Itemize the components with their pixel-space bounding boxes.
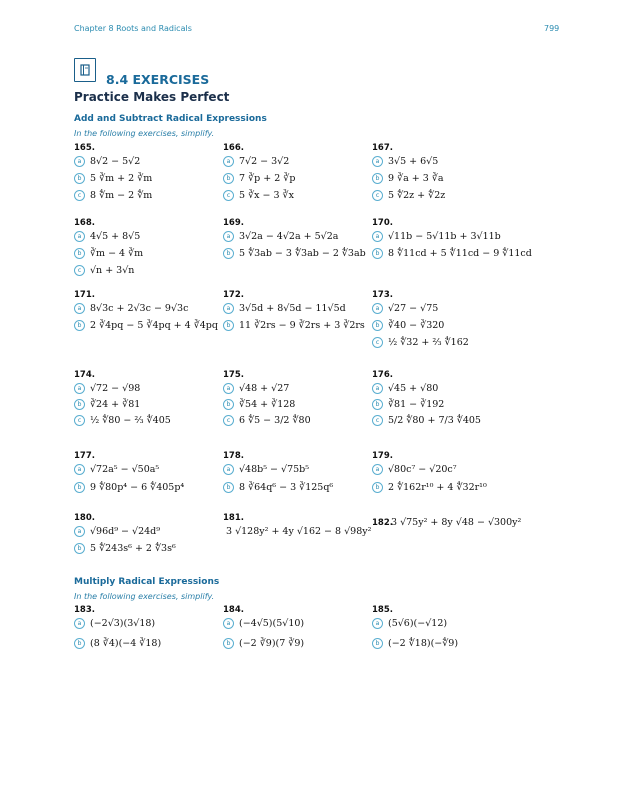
part-letter-badge: a bbox=[74, 303, 85, 314]
part-letter-badge: b bbox=[223, 399, 234, 410]
problem-number: 180. bbox=[74, 513, 95, 523]
problem-expression: ½ ∜80 − ⅔ ∜405 bbox=[90, 414, 171, 426]
problem-number: 184. bbox=[223, 605, 244, 615]
problem-part bbox=[372, 228, 501, 244]
problem-expression: ∛81 − ∛192 bbox=[388, 398, 445, 410]
part-letter-badge: a bbox=[223, 618, 234, 629]
category-title: Add and Subtract Radical Expressions bbox=[74, 114, 267, 124]
part-letter-badge: c bbox=[74, 265, 85, 276]
part-letter-badge: a bbox=[223, 156, 234, 167]
part-letter-badge: b bbox=[223, 173, 234, 184]
section-title: 8.4 EXERCISES bbox=[106, 72, 210, 87]
part-letter-badge: c bbox=[372, 190, 383, 201]
part-letter-badge: c bbox=[372, 415, 383, 426]
problem-expression: √48b⁵ − √75b⁵ bbox=[239, 463, 310, 475]
problem-part bbox=[223, 396, 295, 412]
problem-part bbox=[223, 245, 366, 261]
problem-expression: 6 ∜5 − 3/2 ∜80 bbox=[239, 414, 311, 426]
part-letter-badge: a bbox=[372, 383, 383, 394]
category-instructions: In the following exercises, simplify. bbox=[74, 592, 215, 601]
problem-number: 177. bbox=[74, 451, 95, 461]
part-letter-badge: c bbox=[223, 190, 234, 201]
problem-part bbox=[74, 540, 176, 556]
problem-expression: 3 √75y² + 8y √48 − √300y² bbox=[391, 517, 522, 528]
problem-expression: 7√2 − 3√2 bbox=[239, 155, 290, 167]
problem-expression: √11b − 5√11b + 3√11b bbox=[388, 230, 501, 242]
part-letter-badge: c bbox=[372, 337, 383, 348]
part-letter-badge: b bbox=[223, 482, 234, 493]
problem-number: 175. bbox=[223, 370, 244, 380]
problem-part bbox=[372, 170, 444, 186]
problem-expression: (5√6)(−√12) bbox=[388, 617, 448, 629]
problem-part bbox=[223, 187, 294, 203]
category-title: Multiply Radical Expressions bbox=[74, 577, 220, 587]
problem-part bbox=[74, 523, 160, 539]
problem-number: 181. bbox=[223, 513, 244, 523]
problem-expression: (−2√3)(3√18) bbox=[90, 617, 156, 629]
part-letter-badge: a bbox=[74, 231, 85, 242]
problem-number: 166. bbox=[223, 143, 244, 153]
problem-part bbox=[74, 317, 218, 333]
problem-expression: (−2 ∛9)(7 ∛9) bbox=[239, 637, 305, 649]
problem-expression: 5 ∜2z + ∜2z bbox=[388, 189, 446, 201]
problem-expression: 9 ∛a + 3 ∛a bbox=[388, 172, 444, 184]
problem-expression: ½ ∜32 + ⅔ ∜162 bbox=[388, 336, 469, 348]
problem-number: 174. bbox=[74, 370, 95, 380]
part-letter-badge: a bbox=[74, 156, 85, 167]
problem-expression: √45 + √80 bbox=[388, 382, 439, 394]
problem-part bbox=[74, 412, 171, 428]
problem-number: 172. bbox=[223, 290, 244, 300]
problem-part bbox=[372, 635, 458, 651]
part-letter-badge: b bbox=[372, 248, 383, 259]
part-letter-badge: a bbox=[372, 618, 383, 629]
problem-part bbox=[372, 412, 481, 428]
problem-expression: √96d⁹ − √24d⁹ bbox=[90, 525, 161, 537]
category-instructions: In the following exercises, simplify. bbox=[74, 129, 215, 138]
problem-part bbox=[74, 170, 152, 186]
problem-number: 182. bbox=[372, 518, 393, 528]
part-letter-badge: b bbox=[74, 248, 85, 259]
problem-part bbox=[223, 412, 311, 428]
part-letter-badge: a bbox=[74, 383, 85, 394]
problem-expression: 4√5 + 8√5 bbox=[90, 230, 141, 242]
problem-expression: 2 ∛4pq − 5 ∛4pq + 4 ∛4pq bbox=[90, 319, 218, 331]
problem-part bbox=[223, 461, 309, 477]
problem-part bbox=[74, 300, 188, 316]
problem-expression: 5 ∛x − 3 ∛x bbox=[239, 189, 294, 201]
problem-part bbox=[372, 396, 444, 412]
part-letter-badge: a bbox=[372, 464, 383, 475]
problem-part bbox=[74, 228, 140, 244]
part-letter-badge: b bbox=[74, 638, 85, 649]
problem-expression: ∛54 + ∛128 bbox=[239, 398, 296, 410]
problem-expression: 3√5d + 8√5d − 11√5d bbox=[239, 302, 346, 314]
problem-expression: (−2 ∜18)(−∜9) bbox=[388, 637, 459, 649]
part-letter-badge: a bbox=[74, 618, 85, 629]
part-letter-badge: b bbox=[223, 248, 234, 259]
problem-expression: 3 √128y² + 4y √162 − 8 √98y² bbox=[226, 526, 372, 537]
problem-expression: (8 ∛4)(−4 ∛18) bbox=[90, 637, 162, 649]
part-letter-badge: a bbox=[223, 303, 234, 314]
problem-part bbox=[372, 479, 487, 495]
problem-expression: √80c⁷ − √20c⁷ bbox=[388, 463, 457, 475]
part-letter-badge: b bbox=[372, 173, 383, 184]
problem-part bbox=[372, 187, 445, 203]
part-letter-badge: a bbox=[74, 464, 85, 475]
problem-number: 176. bbox=[372, 370, 393, 380]
part-letter-badge: b bbox=[223, 320, 234, 331]
part-letter-badge: a bbox=[372, 156, 383, 167]
problem-expression: √27 − √75 bbox=[388, 302, 439, 314]
problem-part bbox=[74, 461, 159, 477]
problem-part bbox=[223, 153, 289, 169]
chapter-header: Chapter 8 Roots and Radicals bbox=[74, 24, 192, 33]
part-letter-badge: b bbox=[74, 320, 85, 331]
part-letter-badge: a bbox=[372, 303, 383, 314]
part-letter-badge: b bbox=[372, 399, 383, 410]
problem-number: 178. bbox=[223, 451, 244, 461]
problem-number: 179. bbox=[372, 451, 393, 461]
problem-number: 170. bbox=[372, 218, 393, 228]
problem-part bbox=[372, 380, 438, 396]
problem-expression: 8√2 − 5√2 bbox=[90, 155, 141, 167]
problem-expression: 8 ∜m − 2 ∜m bbox=[90, 189, 153, 201]
problem-expression: √48 + √27 bbox=[239, 382, 290, 394]
problem-part bbox=[74, 245, 143, 261]
part-letter-badge: a bbox=[223, 383, 234, 394]
problem-number: 167. bbox=[372, 143, 393, 153]
problem-number: 185. bbox=[372, 605, 393, 615]
problem-expression: 5/2 ∜80 + 7/3 ∜405 bbox=[388, 414, 481, 426]
part-letter-badge: b bbox=[372, 482, 383, 493]
problem-part bbox=[372, 245, 532, 261]
problem-part bbox=[372, 334, 469, 350]
problem-expression: ∛24 + ∛81 bbox=[90, 398, 141, 410]
problem-part bbox=[74, 615, 155, 631]
problem-number: 165. bbox=[74, 143, 95, 153]
part-letter-badge: a bbox=[74, 526, 85, 537]
problem-expression: 5 ∜3ab − 3 ∜3ab − 2 ∜3ab bbox=[239, 247, 366, 259]
part-letter-badge: b bbox=[372, 638, 383, 649]
section-subtitle: Practice Makes Perfect bbox=[74, 90, 230, 104]
problem-part bbox=[223, 170, 295, 186]
problem-number: 169. bbox=[223, 218, 244, 228]
problem-part bbox=[74, 153, 140, 169]
part-letter-badge: a bbox=[223, 231, 234, 242]
problem-part bbox=[223, 228, 338, 244]
problem-part bbox=[223, 300, 346, 316]
problem-expression: 7 ∛p + 2 ∛p bbox=[239, 172, 296, 184]
exercise-icon-box bbox=[74, 58, 96, 82]
problem-part bbox=[74, 635, 161, 651]
part-letter-badge: a bbox=[372, 231, 383, 242]
problem-expression: 8 ∛64q⁶ − 3 ∛125q⁶ bbox=[239, 481, 334, 493]
part-letter-badge: b bbox=[372, 320, 383, 331]
problem-expression: √72 − √98 bbox=[90, 382, 141, 394]
part-letter-badge: a bbox=[223, 464, 234, 475]
problem-part bbox=[223, 635, 304, 651]
part-letter-badge: b bbox=[74, 543, 85, 554]
part-letter-badge: c bbox=[74, 190, 85, 201]
problem-number: 173. bbox=[372, 290, 393, 300]
problem-expression: 11 ∛2rs − 9 ∛2rs + 3 ∛2rs bbox=[239, 319, 365, 331]
problem-part bbox=[223, 380, 289, 396]
part-letter-badge: c bbox=[223, 415, 234, 426]
problem-part bbox=[223, 615, 304, 631]
problem-number: 171. bbox=[74, 290, 95, 300]
problem-expression: 5 ∛m + 2 ∛m bbox=[90, 172, 153, 184]
problem-expression: 8 ∜11cd + 5 ∜11cd − 9 ∜11cd bbox=[388, 247, 532, 259]
notebook-icon bbox=[80, 64, 90, 76]
page-number: 799 bbox=[544, 24, 560, 33]
problem-expression: ∛m − 4 ∛m bbox=[90, 247, 144, 259]
problem-part bbox=[74, 380, 140, 396]
problem-expression: √72a⁵ − √50a⁵ bbox=[90, 463, 160, 475]
problem-part bbox=[74, 187, 152, 203]
problem-expression: 3√5 + 6√5 bbox=[388, 155, 439, 167]
problem-part bbox=[372, 317, 444, 333]
problem-expression: 9 ∜80p⁴ − 6 ∜405p⁴ bbox=[90, 481, 185, 493]
problem-part bbox=[74, 262, 134, 278]
part-letter-badge: b bbox=[223, 638, 234, 649]
problem-expression: 2 ∜162r¹⁰ + 4 ∜32r¹⁰ bbox=[388, 481, 487, 493]
problem-expression: (−4√5)(5√10) bbox=[239, 617, 305, 629]
part-letter-badge: b bbox=[74, 399, 85, 410]
problem-part bbox=[74, 479, 184, 495]
problem-part bbox=[74, 396, 140, 412]
part-letter-badge: b bbox=[74, 173, 85, 184]
problem-part bbox=[372, 615, 447, 631]
problem-part bbox=[372, 300, 438, 316]
problem-part bbox=[372, 153, 438, 169]
problem-expression: 8√3c + 2√3c − 9√3c bbox=[90, 302, 189, 314]
problem-part bbox=[223, 317, 365, 333]
problem-number: 183. bbox=[74, 605, 95, 615]
problem-number: 168. bbox=[74, 218, 95, 228]
problem-expression: 3√2a − 4√2a + 5√2a bbox=[239, 230, 339, 242]
problem-expression: 5 ∜243s⁶ + 2 ∜3s⁶ bbox=[90, 542, 176, 554]
part-letter-badge: c bbox=[74, 415, 85, 426]
problem-expression: ∛40 − ∛320 bbox=[388, 319, 445, 331]
problem-part bbox=[372, 461, 457, 477]
problem-part bbox=[223, 479, 333, 495]
problem-expression: √n + 3√n bbox=[90, 264, 135, 276]
part-letter-badge: b bbox=[74, 482, 85, 493]
